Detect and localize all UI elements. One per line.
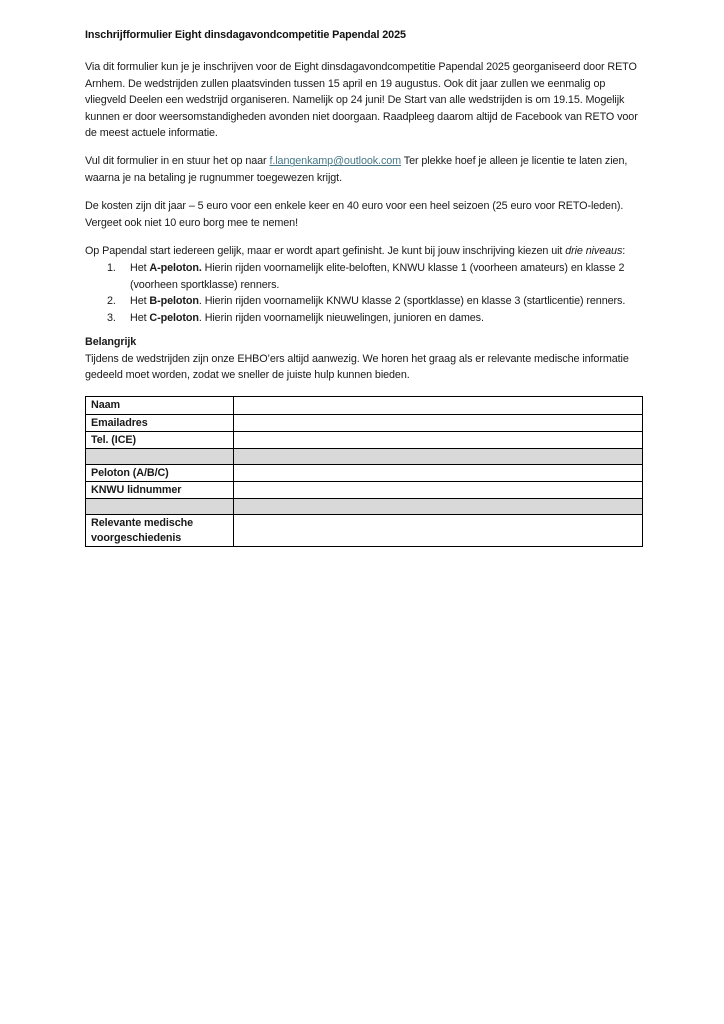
c-peloton-label: C-peloton [149, 311, 199, 324]
field-input-tel-ice[interactable] [234, 431, 643, 448]
field-label-knwu-lidnummer: KNWU lidnummer [86, 482, 234, 499]
field-label-tel-ice: Tel. (ICE) [86, 431, 234, 448]
peloton-list [85, 260, 645, 326]
table-row-emailadres [86, 414, 643, 431]
send-prefix: Vul dit formulier in en stuur het op naar [85, 155, 270, 168]
field-label-naam: Naam [86, 397, 234, 414]
important-heading: Belangrijk [85, 336, 137, 349]
list-number: 3. [107, 311, 116, 324]
table-row-tel-ice [86, 431, 643, 448]
list-number: 1. [107, 262, 116, 275]
spacer-cell [234, 448, 643, 464]
list-item-a-peloton [107, 260, 645, 293]
send-paragraph [85, 153, 645, 186]
table-row-naam [86, 397, 643, 414]
field-input-knwu-lidnummer[interactable] [234, 482, 643, 499]
field-label-medische-voorgeschiedenis: Relevante medische voorgeschiedenis [86, 515, 234, 546]
list-item-text: Het A-peloton. Hierin rijden voornamelijk elite-beloften, KNWU klasse 1 (voorheen amateurs) en klasse 2 (voorheen sportklasse) renners. [130, 262, 625, 291]
document-title: Inschrijfformulier Eight dinsdagavondcompetitie Papendal 2025 [85, 29, 406, 41]
document-body [85, 27, 645, 547]
table-row-spacer [86, 499, 643, 515]
spacer-cell [234, 499, 643, 515]
list-item-text: Het C-peloton. Hierin rijden voornamelijk nieuwelingen, junioren en dames. [130, 311, 484, 324]
table-row-peloton [86, 464, 643, 481]
list-number: 2. [107, 295, 116, 308]
b-peloton-label: B-peloton [149, 295, 199, 308]
a-peloton-label: A-peloton. [149, 262, 202, 275]
field-input-emailadres[interactable] [234, 414, 643, 431]
field-input-medische-voorgeschiedenis[interactable] [234, 515, 643, 546]
spacer-cell [86, 499, 234, 515]
field-label-peloton: Peloton (A/B/C) [86, 464, 234, 481]
levels-prefix: Op Papendal start iedereen gelijk, maar er wordt apart gefinisht. Je kunt bij jouw inschrijving kiezen uit [85, 245, 566, 258]
field-input-peloton[interactable] [234, 464, 643, 481]
levels-emphasis: drie niveaus [565, 245, 623, 258]
spacer-cell [86, 448, 234, 464]
table-row-spacer [86, 448, 643, 464]
costs-paragraph: De kosten zijn dit jaar – 5 euro voor een enkele keer en 40 euro voor een heel seizoen (25 euro voor RETO-leden). Vergeet ook niet 10 euro borg mee te nemen! [85, 200, 624, 229]
intro-paragraph: Via dit formulier kun je je inschrijven voor de Eight dinsdagavondcompetitie Papendal 2025 georganiseerd door RETO Arnhem. De wedstrijden zullen plaatsvinden tussen 15 april en 19 augustus. Ook dit jaar zullen we eenmalig op vliegveld Deelen een wedstrijd organiseren. Namelijk op 24 juni! De Start van alle wedstrijden is om 19.15. Mogelijk kunnen er door weersomstandigheden avonden niet doorgaan. Raadpleeg daarom altijd de Facebook van RETO voor de meest actuele informatie. [85, 61, 638, 140]
list-item-text: Het B-peloton. Hierin rijden voornamelijk KNWU klasse 2 (sportklasse) en klasse 3 (startlicentie) renners. [130, 295, 626, 308]
field-label-emailadres: Emailadres [86, 414, 234, 431]
email-link[interactable]: f.langenkamp@outlook.com [269, 155, 402, 168]
list-item-b-peloton [107, 293, 645, 309]
levels-suffix: : [622, 245, 626, 258]
levels-paragraph [85, 243, 645, 259]
table-row-knwu-lidnummer [86, 482, 643, 499]
field-input-naam[interactable] [234, 397, 643, 414]
registration-table [85, 396, 643, 546]
send-suffix: Ter plekke hoef je alleen je licentie te laten zien, waarna je na betaling je rugnummer toegewezen krijgt. [85, 155, 628, 184]
list-item-c-peloton [107, 310, 645, 326]
important-paragraph: Tijdens de wedstrijden zijn onze EHBO’ers altijd aanwezig. We horen het graag als er relevante medische informatie gedeeld moet worden, zodat we sneller de juiste hulp kunnen bieden. [85, 352, 629, 381]
table-row-medische-voorgeschiedenis [86, 515, 643, 546]
